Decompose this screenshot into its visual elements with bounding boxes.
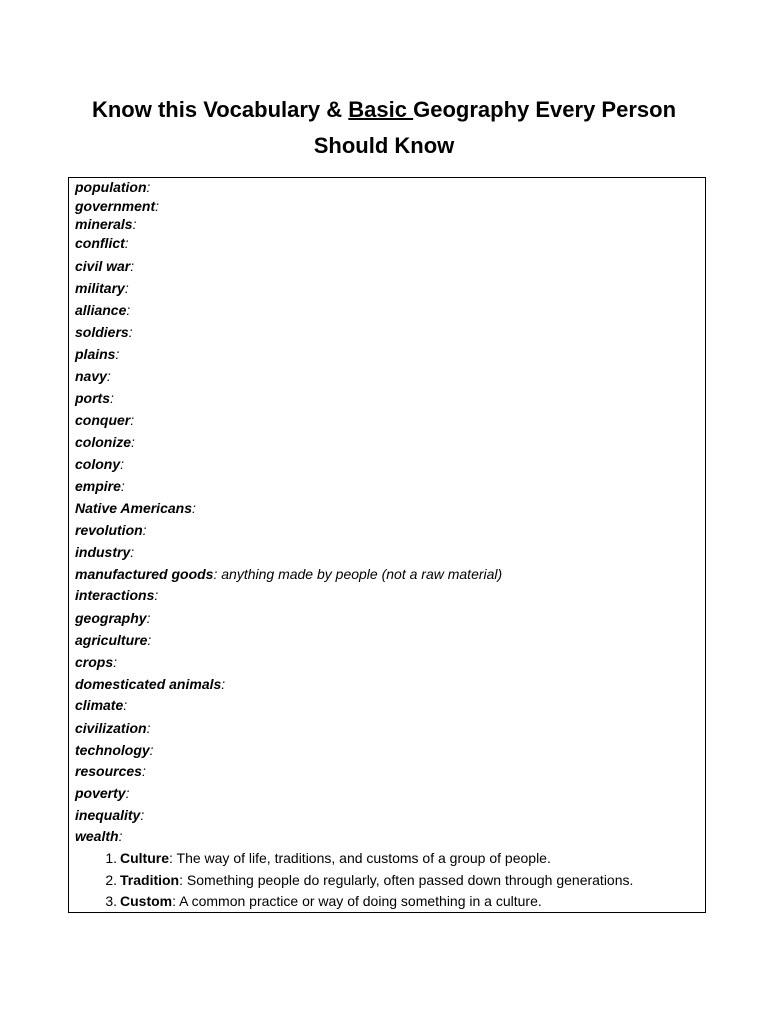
vocab-term: colonize [75,434,132,450]
vocab-item [75,653,117,671]
vocab-item [75,215,136,233]
vocab-separator: : [126,302,131,318]
vocab-term: agriculture [75,632,148,648]
vocab-term: conflict [75,235,125,251]
item-definition: : The way of life, traditions, and customs of a group of people. [169,850,551,866]
item-number: 3. [105,893,117,909]
vocab-separator: : [149,742,154,758]
vocab-term: civil war [75,258,131,274]
vocab-item [75,609,150,627]
vocab-term: interactions [75,587,155,603]
vocab-item [75,827,122,845]
vocab-term: wealth [75,828,119,844]
vocab-term: colony [75,456,121,472]
vocab-separator: : [221,676,226,692]
vocab-separator: : [146,720,151,736]
vocab-separator: : [131,434,135,450]
vocab-separator: : [213,566,222,582]
vocab-term: domesticated animals [75,676,222,692]
vocab-term: geography [75,610,147,626]
item-term: Tradition [120,872,180,888]
vocab-item [75,499,196,517]
item-term: Custom [120,893,173,909]
vocab-item [75,806,144,824]
vocab-term: military [75,280,125,296]
vocab-item [75,586,158,604]
vocab-separator: : [110,390,114,406]
vocab-item [75,279,129,297]
vocab-item [75,257,134,275]
vocab-separator: : [124,280,129,296]
vocab-item [75,455,124,473]
vocab-item [75,784,129,802]
vocab-separator: : [130,544,135,560]
vocab-item [75,762,146,780]
vocab-separator: : [130,258,135,274]
vocabulary-box [68,177,706,913]
vocab-item [75,178,150,196]
vocab-term: minerals [75,216,133,232]
vocab-separator: : [146,179,151,195]
vocab-item [75,345,119,363]
vocab-term: civilization [75,720,147,736]
vocab-separator: : [191,500,196,516]
vocab-term: industry [75,544,131,560]
vocab-separator: : [124,235,129,251]
vocab-item [75,301,130,319]
vocab-term: ports [75,390,110,406]
vocab-item [75,631,151,649]
title-part1: Know this Vocabulary & [91,97,349,122]
vocab-item [75,323,133,341]
vocab-term: government [75,198,156,214]
item-text [120,849,551,867]
vocab-term: Native Americans [75,500,192,516]
vocab-separator: : [106,368,111,384]
vocab-term: navy [75,368,107,384]
vocab-separator: : [154,587,159,603]
vocab-item [75,234,129,252]
vocab-item [75,719,150,737]
vocab-item [75,675,225,693]
vocab-item [75,477,125,495]
vocab-item [75,411,134,429]
title-part2: Geography Every Person [413,97,677,122]
vocab-item [75,433,135,451]
vocab-item [75,197,159,215]
vocab-term: revolution [75,522,143,538]
vocab-term: manufactured goods [75,566,214,582]
vocab-separator: : [130,412,135,428]
vocab-separator: : [141,763,146,779]
vocab-separator: : [113,654,118,670]
vocab-term: alliance [75,302,127,318]
vocab-separator: : [147,632,152,648]
vocab-separator: : [132,216,137,232]
item-number: 1. [105,850,117,866]
item-number: 2. [105,872,117,888]
vocab-term: resources [75,763,142,779]
vocab-term: climate [75,697,124,713]
vocab-item [75,521,147,539]
vocab-separator: : [146,610,151,626]
item-definition: : A common practice or way of doing something in a culture. [172,893,542,909]
vocab-item [75,367,111,385]
vocab-term: empire [75,478,121,494]
vocab-term: inequality [75,807,141,823]
page-title [0,92,768,164]
item-term: Culture [120,850,169,866]
vocab-separator: : [142,522,147,538]
vocab-term: poverty [75,785,126,801]
item-text [120,871,633,889]
vocab-separator: : [120,456,125,472]
vocab-separator: : [118,828,123,844]
vocab-item [75,565,502,583]
vocab-item [75,696,127,714]
title-underlined-word: Basic [348,97,414,122]
vocab-separator: : [140,807,145,823]
vocab-item [75,543,134,561]
item-definition: : Something people do regularly, often passed down through generations. [179,872,634,888]
vocab-separator: : [155,198,160,214]
vocab-term: soldiers [75,324,129,340]
vocab-separator: : [128,324,133,340]
vocab-separator: : [123,697,128,713]
title-line2: Should Know [313,133,455,158]
vocab-term: technology [75,742,150,758]
vocab-separator: : [125,785,130,801]
vocab-item [75,389,114,407]
vocab-separator: : [115,346,120,362]
item-text [120,892,542,910]
vocab-term: plains [75,346,116,362]
vocab-term: population [75,179,147,195]
vocab-definition: anything made by people (not a raw material) [221,566,503,582]
vocab-term: conquer [75,412,131,428]
vocab-term: crops [75,654,114,670]
vocab-item [75,741,154,759]
vocab-separator: : [120,478,125,494]
